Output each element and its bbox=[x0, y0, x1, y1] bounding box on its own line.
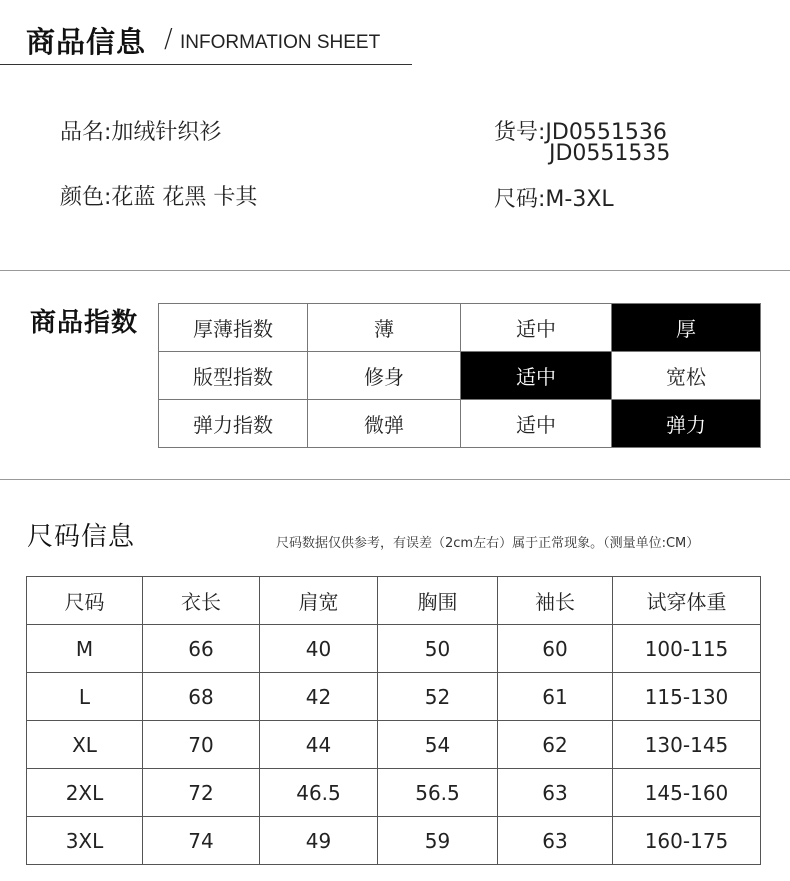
size-row bbox=[27, 673, 761, 721]
product-sku-2: JD0551535 bbox=[549, 141, 671, 166]
size-cell: 61 bbox=[498, 673, 613, 721]
index-option: 适中 bbox=[461, 400, 612, 448]
size-cell: 59 bbox=[378, 817, 498, 865]
index-option: 微弹 bbox=[308, 400, 461, 448]
product-index-table bbox=[158, 303, 761, 448]
size-section-title: 尺码信息 bbox=[27, 522, 136, 552]
size-cell: 44 bbox=[260, 721, 378, 769]
size-cell: 60 bbox=[498, 625, 613, 673]
product-size-range: 尺码:M-3XL bbox=[494, 187, 614, 212]
size-column-header: 试穿体重 bbox=[613, 577, 761, 625]
size-cell: 54 bbox=[378, 721, 498, 769]
size-cell: 130-145 bbox=[613, 721, 761, 769]
product-name: 品名:加绒针织衫 bbox=[60, 120, 222, 145]
size-table-header bbox=[27, 577, 761, 625]
index-row-label: 厚薄指数 bbox=[159, 304, 308, 352]
size-cell: 74 bbox=[143, 817, 260, 865]
size-row bbox=[27, 769, 761, 817]
size-cell: 56.5 bbox=[378, 769, 498, 817]
header-title-en: INFORMATION SHEET bbox=[180, 32, 381, 53]
size-cell: 50 bbox=[378, 625, 498, 673]
size-cell: 49 bbox=[260, 817, 378, 865]
size-cell: 63 bbox=[498, 817, 613, 865]
product-sku-1: 货号:JD0551536 bbox=[494, 120, 667, 145]
size-table bbox=[26, 576, 761, 865]
index-option: 适中 bbox=[461, 304, 612, 352]
size-column-header: 胸围 bbox=[378, 577, 498, 625]
size-column-header: 尺码 bbox=[27, 577, 143, 625]
index-row bbox=[159, 352, 761, 400]
product-colors: 颜色:花蓝 花黑 卡其 bbox=[60, 185, 258, 210]
size-cell: 3XL bbox=[27, 817, 143, 865]
section-divider bbox=[0, 479, 790, 480]
size-cell: 70 bbox=[143, 721, 260, 769]
size-cell: 145-160 bbox=[613, 769, 761, 817]
size-cell: 46.5 bbox=[260, 769, 378, 817]
index-row-label: 版型指数 bbox=[159, 352, 308, 400]
size-cell: 62 bbox=[498, 721, 613, 769]
size-column-header: 肩宽 bbox=[260, 577, 378, 625]
header-separator: / bbox=[164, 24, 173, 54]
index-option-selected: 适中 bbox=[461, 352, 612, 400]
index-row bbox=[159, 400, 761, 448]
size-cell: 40 bbox=[260, 625, 378, 673]
header-title-cn: 商品信息 bbox=[26, 25, 147, 59]
index-option: 宽松 bbox=[612, 352, 761, 400]
size-cell: 63 bbox=[498, 769, 613, 817]
page-header bbox=[0, 0, 412, 65]
size-cell: 72 bbox=[143, 769, 260, 817]
size-row bbox=[27, 817, 761, 865]
size-cell: 68 bbox=[143, 673, 260, 721]
size-cell: 115-130 bbox=[613, 673, 761, 721]
index-option: 薄 bbox=[308, 304, 461, 352]
index-option-selected: 厚 bbox=[612, 304, 761, 352]
size-cell: 42 bbox=[260, 673, 378, 721]
index-option: 修身 bbox=[308, 352, 461, 400]
size-cell: 160-175 bbox=[613, 817, 761, 865]
index-row-label: 弹力指数 bbox=[159, 400, 308, 448]
size-column-header: 袖长 bbox=[498, 577, 613, 625]
size-note: 尺码数据仅供参考，有误差（2cm左右）属于正常现象。（测量单位:CM） bbox=[276, 536, 700, 551]
size-cell: 2XL bbox=[27, 769, 143, 817]
index-option-selected: 弹力 bbox=[612, 400, 761, 448]
size-cell: XL bbox=[27, 721, 143, 769]
size-row bbox=[27, 721, 761, 769]
size-row bbox=[27, 625, 761, 673]
size-cell: 100-115 bbox=[613, 625, 761, 673]
size-cell: L bbox=[27, 673, 143, 721]
size-column-header: 衣长 bbox=[143, 577, 260, 625]
section-divider bbox=[0, 270, 790, 271]
size-cell: M bbox=[27, 625, 143, 673]
index-row bbox=[159, 304, 761, 352]
size-cell: 66 bbox=[143, 625, 260, 673]
index-section-title: 商品指数 bbox=[30, 308, 139, 338]
size-cell: 52 bbox=[378, 673, 498, 721]
